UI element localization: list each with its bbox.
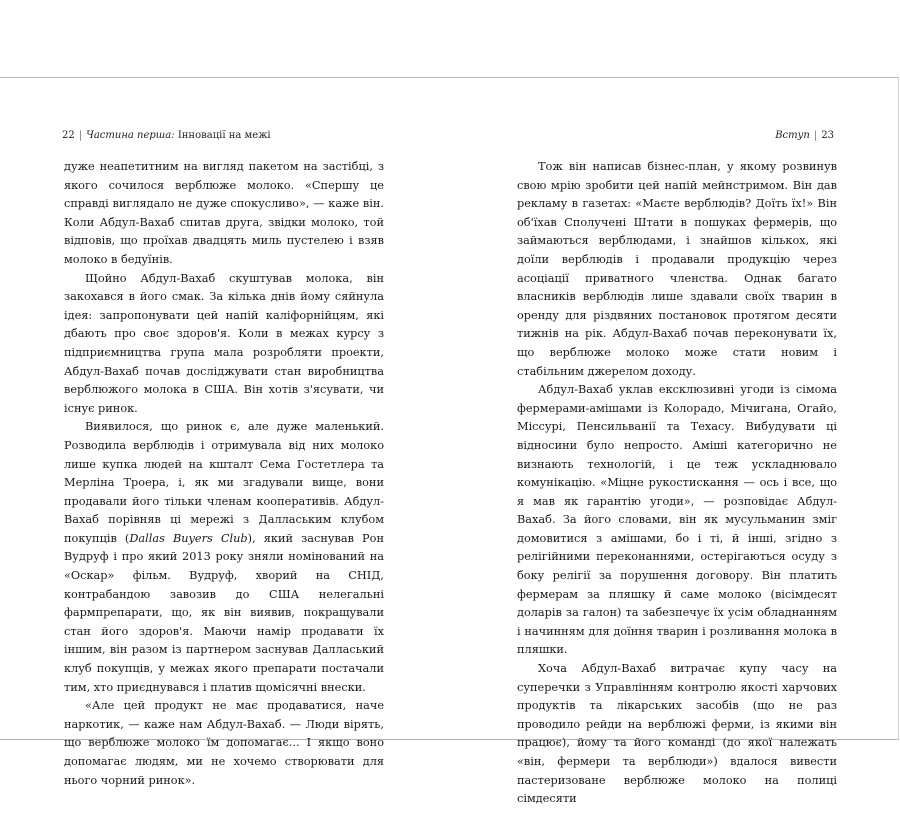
paragraph-text: ), який заснував Рон Вудруф і про який 2013 року зняли номінований на «Оскар» фільм. Вудруф, хворий на СНІД, контрабандою завозив до США нелегальні фармпрепарати, що, як він виявив, покращували стан його здоров'я. Маючи намір продавати їх іншим, він разом із партнером заснував Далласький клуб покупців, у межах якого препарати постачали тим, хто приєднувався і платив щомісячні внески.	[64, 531, 384, 694]
right-page-number: 23	[821, 130, 834, 141]
left-page-text	[64, 158, 384, 790]
paragraph	[64, 418, 384, 697]
right-page-header	[775, 130, 834, 141]
part-label: Частина перша:	[86, 130, 175, 141]
section-label: Вступ	[775, 130, 810, 141]
header-separator: |	[78, 130, 83, 141]
paragraph: Щойно Абдул-Вахаб скуштував молока, він закохався в його смак. За кілька днів йому сяйнула ідея: запропонувати цей напій каліфорнійцям, які дбають про своє здоров'я. Коли в межах курсу з підприємництва група мала розробляти проекти, Абдул-Вахаб почав досліджувати стан виробництва верблюжого молока в США. Він хотів з'ясувати, чи існує ринок.	[64, 271, 384, 415]
paragraph: Тож він написав бізнес-план, у якому розвинув свою мрію зробити цей напій мейнстримом. Він дав рекламу в газетах: «Маєте верблюдів? Доїть їх!» Він об'їхав Сполучені Штати в пошуках фермерів, що займаються верблюдами, і знайшов кількох, які доїли верблюдів і продавали продукцію через асоціації приватного членства. Однак багато власників верблюдів лише здавали своїх тварин в оренду для різдвяних постановок протягом десяти тижнів на рік. Абдул-Вахаб почав переконувати їх, що верблюже молоко може стати новим і стабільним джерелом доходу.	[517, 160, 837, 378]
right-page-text	[517, 158, 837, 809]
header-separator: |	[813, 130, 818, 141]
paragraph: «Але цей продукт не має продаватися, наче наркотик, — каже нам Абдул-Вахаб. — Люди вірять, що верблюже молоко їм допомагає... І якщо воно допомагає людям, ми не хочемо створювати для нього чорний ринок».	[64, 699, 384, 787]
left-page-number: 22	[62, 130, 75, 141]
part-title: Інновації на межі	[177, 130, 271, 141]
paragraph: дуже неапетитним на вигляд пакетом на застібці, з якого сочилося верблюже молоко. «Спершу це справді виглядало не дуже спокусливо», — каже він. Коли Абдул-Вахаб спитав друга, звідки молоко, той відповів, що проїхав двадцять миль пустелею і взяв молоко в бедуїнів.	[64, 160, 384, 266]
paragraph: Абдул-Вахаб уклав ексклюзивні угоди із сімома фермерами-амішами із Колорадо, Мічигана, Огайо, Міссурі, Пенсильванії та Техасу. Вибудувати ці відносини було непросто. Аміші категорично не визнають технологій, і це теж ускладнювало комунікацію. «Міцне рукостискання — ось і все, що я мав як гарантію угоди», — розповідає Абдул-Вахаб. За його словами, він як мусульманин зміг домовитися з амішами, бо і ті, й інші, згідно з релігійними переконаннями, остерігаються осуду з боку релігії за порушення договору. Він платить фермерам за пляшку й саме молоко (вісімдесят доларів за галон) та забезпечує їх усім обладнанням і начинням для доїння тварин і розливання молока в пляшки.	[517, 383, 837, 657]
paragraph: Хоча Абдул-Вахаб витрачає купу часу на суперечки з Управлінням контролю якості харчових продуктів та лікарських засобів (що не раз проводило рейди на верблюжі ферми, із якими він працює), йому та його команді (до якої належать «він, фермери та верблюди») вдалося вивести пастеризоване верблюже молоко на полиці сімдесяти	[517, 662, 837, 806]
left-page-header	[62, 130, 271, 141]
film-title: Dallas Buyers Club	[129, 531, 248, 545]
paragraph-text: Виявилося, що ринок є, але дуже маленький. Розводила верблюдів і отримувала від них молоко лише купка людей на кшталт Сема Гостетлера та Мерліна Троера, і, як ми згадували вище, вони продавали його тільки членам кооперативів. Абдул-Вахаб порівняв ці мережі з Даллаським клубом покупців (	[64, 420, 384, 545]
